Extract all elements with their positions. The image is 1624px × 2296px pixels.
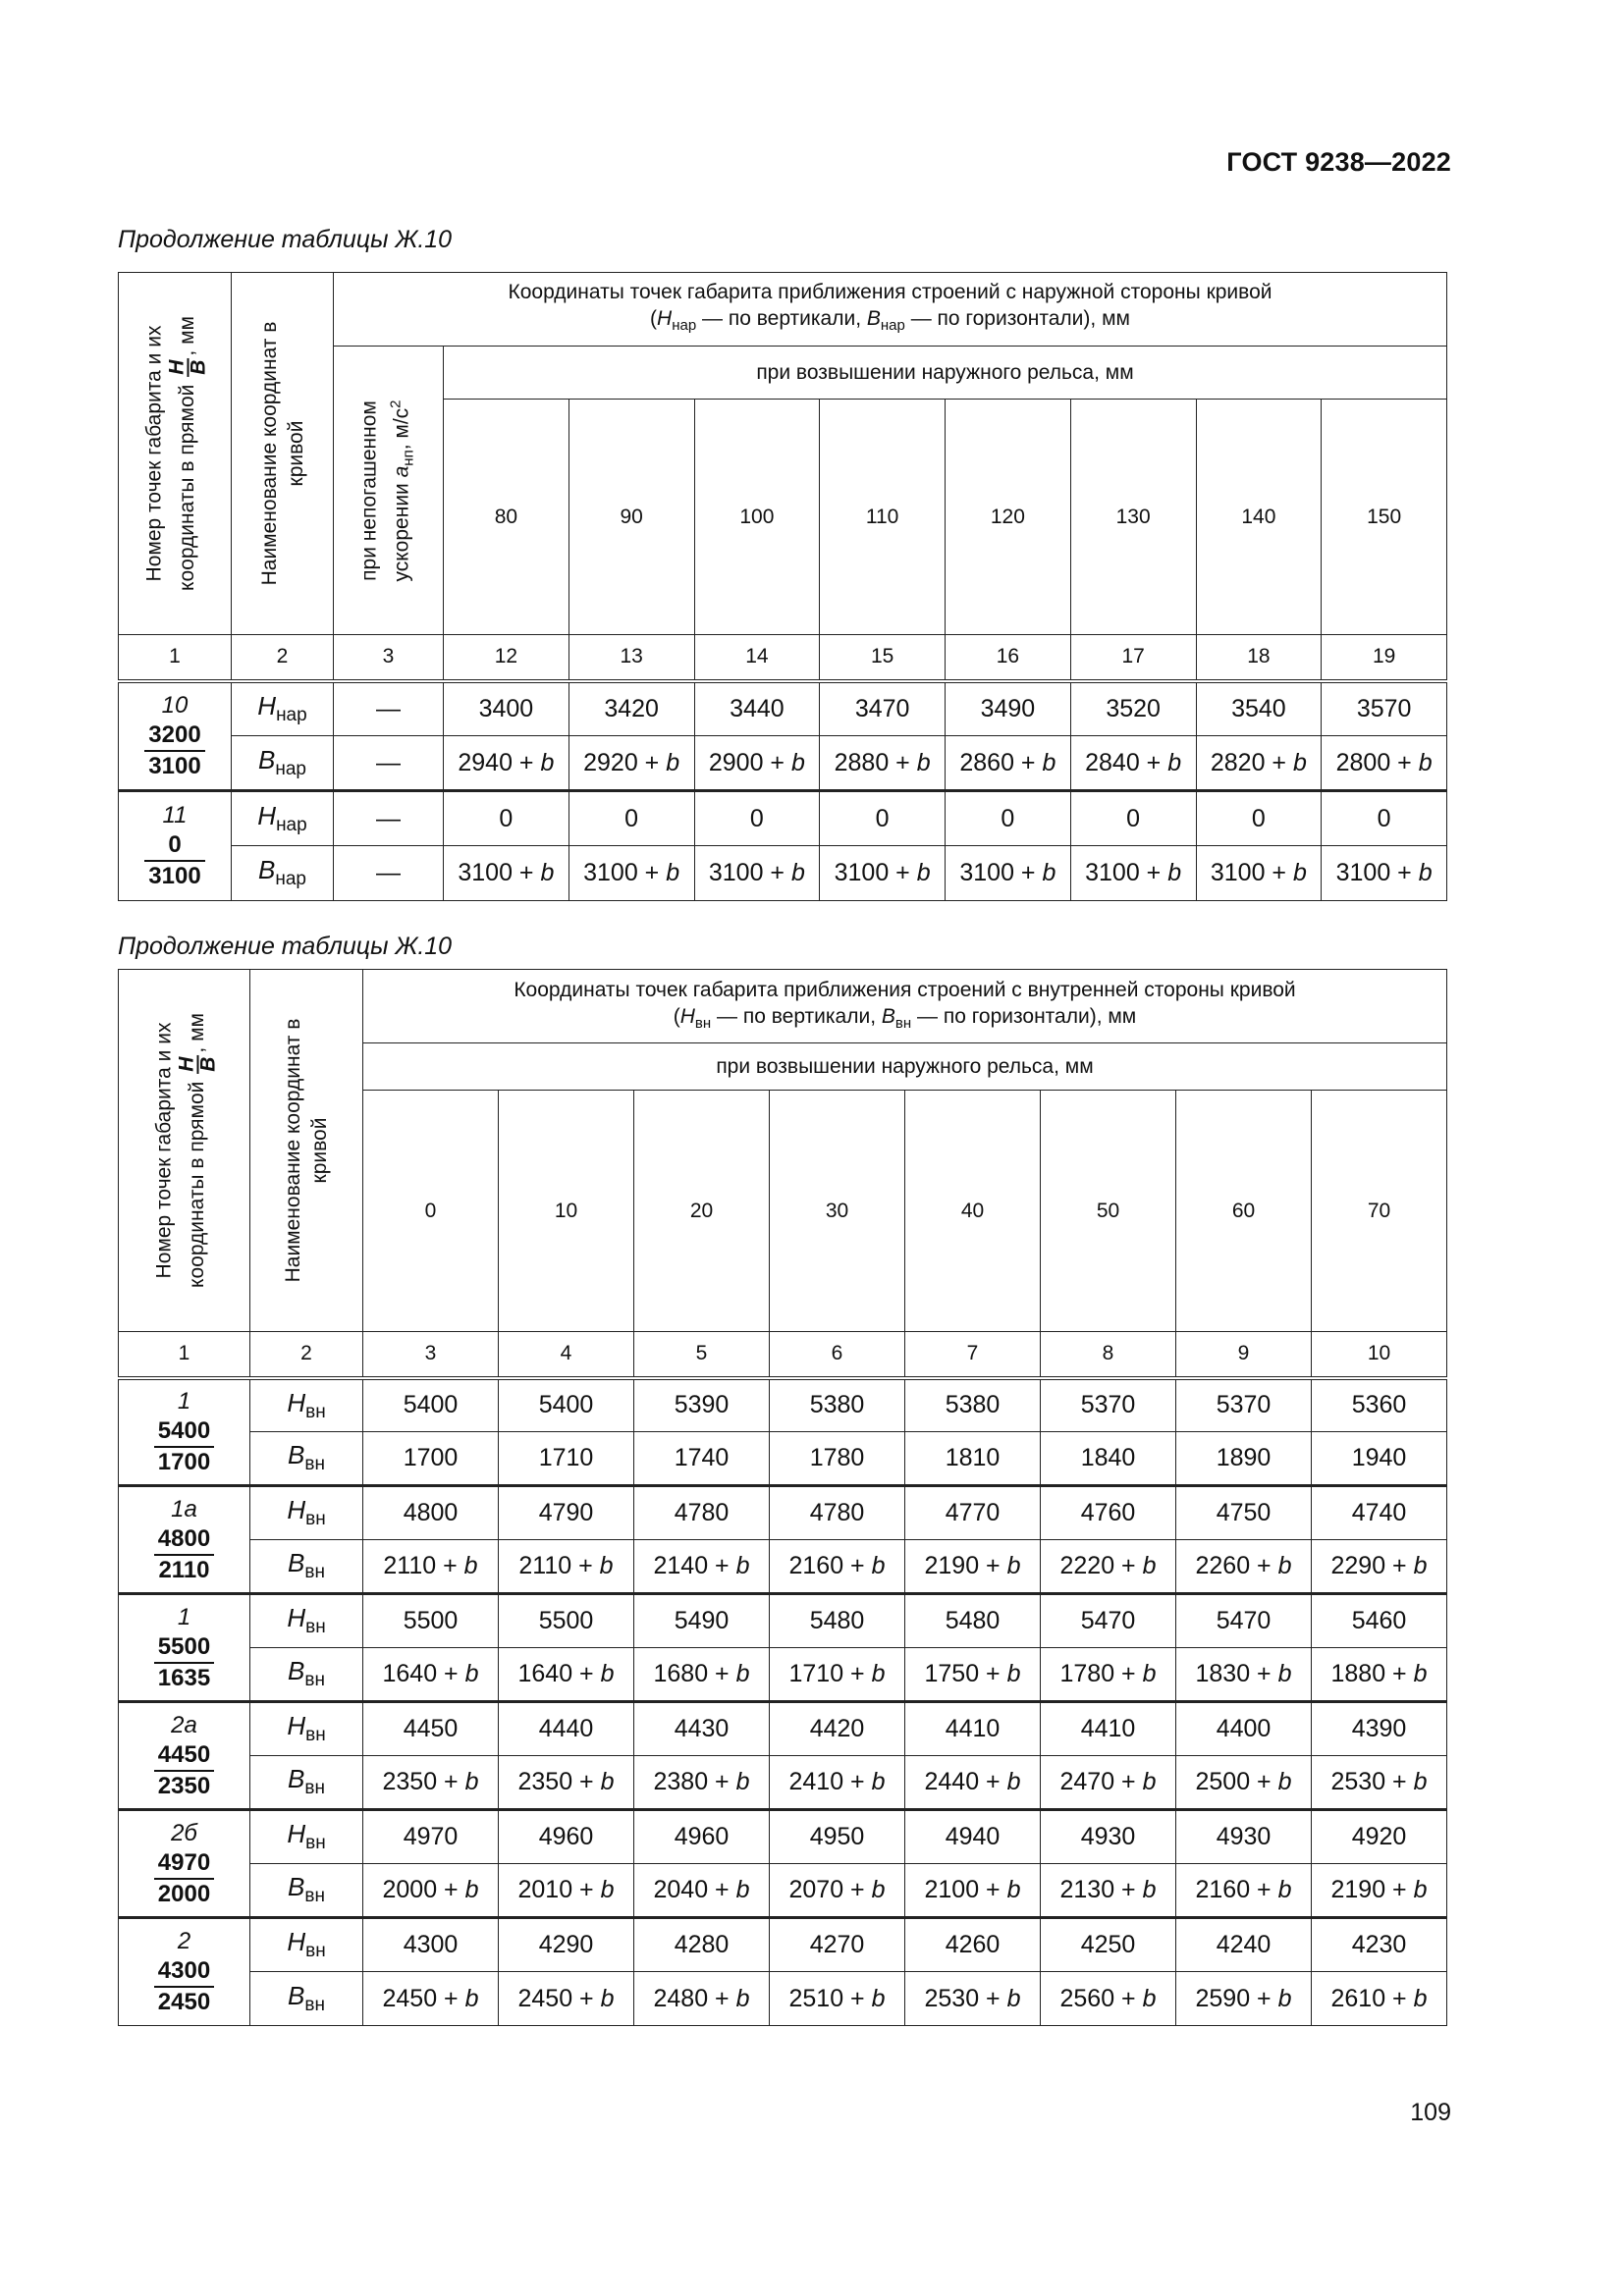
column-number: 1 <box>119 635 232 681</box>
b-symbol: $B_{нар}$ <box>232 736 334 791</box>
point-number: 11 <box>162 802 188 828</box>
h-over-b-fraction: H B <box>165 359 210 375</box>
b-value-cell: 2010 + b <box>499 1864 634 1918</box>
group-header: Координаты точек габарита приближения строений с наружной стороны кривой ($H_{нар}$ — по вертикали, $B_{нар}$ — по горизонтали), мм <box>334 273 1447 347</box>
b-value-cell: 1880 + b <box>1312 1648 1447 1702</box>
b-value-cell: 2800 + b <box>1322 736 1447 791</box>
h-value-cell: 4760 <box>1041 1486 1176 1540</box>
h-value-cell: 4410 <box>1041 1702 1176 1756</box>
b-value-cell: 3100 + b <box>820 846 946 901</box>
column-number: 3 <box>334 635 444 681</box>
b-value-cell: 1710 + b <box>770 1648 905 1702</box>
col2-header: Наименование координат в кривой <box>250 970 363 1332</box>
point-label <box>119 1378 250 1486</box>
point-b-coordinate: 2450 <box>157 1989 211 2015</box>
point-label <box>119 791 232 901</box>
point-h-coordinate: 4300 <box>154 1956 214 1988</box>
column-number: 6 <box>770 1332 905 1378</box>
b-value-cell: 3100 + b <box>946 846 1071 901</box>
h-value-cell: 4260 <box>905 1918 1041 1972</box>
elevation-header: 140 <box>1196 400 1322 635</box>
h-symbol: $H_{вн}$ <box>250 1486 363 1540</box>
h-value-cell: 5500 <box>363 1594 499 1648</box>
h-value-cell: 0 <box>444 791 569 846</box>
elevation-header: 70 <box>1312 1091 1447 1332</box>
b-value-cell: 2410 + b <box>770 1756 905 1810</box>
b-value-cell: 2110 + b <box>499 1540 634 1594</box>
h-value-cell: 4450 <box>363 1702 499 1756</box>
h-value-cell: 0 <box>820 791 946 846</box>
col1-header: Номер точек габарита и их координаты в прямой H B , мм <box>119 970 250 1332</box>
h-value-cell: 4920 <box>1312 1810 1447 1864</box>
h-value-cell: 5480 <box>770 1594 905 1648</box>
table-row <box>119 1486 1447 1540</box>
h-value-cell: 3570 <box>1322 681 1447 736</box>
b-value-cell: 1740 <box>634 1432 770 1486</box>
point-h-coordinate: 5400 <box>154 1416 214 1448</box>
elevation-header: 40 <box>905 1091 1041 1332</box>
column-number: 1 <box>119 1332 250 1378</box>
h-value-cell: 5470 <box>1041 1594 1176 1648</box>
column-number: 2 <box>232 635 334 681</box>
column-number: 15 <box>820 635 946 681</box>
h-value-cell: 4750 <box>1176 1486 1312 1540</box>
b-symbol: $B_{вн}$ <box>250 1540 363 1594</box>
table-row <box>119 791 1447 846</box>
b-value-cell: 2470 + b <box>1041 1756 1176 1810</box>
table2-caption: Продолжение таблицы Ж.10 <box>118 933 453 960</box>
point-b-coordinate: 2110 <box>158 1556 210 1583</box>
h-value-cell: 5480 <box>905 1594 1041 1648</box>
column-number: 19 <box>1322 635 1447 681</box>
h-value-cell: 0 <box>1196 791 1322 846</box>
b-value-cell: 3100 + b <box>694 846 820 901</box>
h-value-cell: 5470 <box>1176 1594 1312 1648</box>
h-symbol: $H_{вн}$ <box>250 1810 363 1864</box>
no-value-dash: — <box>334 791 444 846</box>
point-coordinates <box>154 1848 214 1909</box>
b-value-cell: 2530 + b <box>905 1972 1041 2026</box>
subgroup-header: при возвышении наружного рельса, мм <box>363 1043 1447 1091</box>
h-value-cell: 5400 <box>499 1378 634 1432</box>
b-value-cell: 2190 + b <box>1312 1864 1447 1918</box>
table-row <box>119 1648 1447 1702</box>
b-value-cell: 2510 + b <box>770 1972 905 2026</box>
h-value-cell: 4790 <box>499 1486 634 1540</box>
h-value-cell: 4960 <box>499 1810 634 1864</box>
b-value-cell: 3100 + b <box>444 846 569 901</box>
b-value-cell: 2070 + b <box>770 1864 905 1918</box>
point-h-coordinate: 5500 <box>154 1632 214 1664</box>
b-value-cell: 1640 + b <box>363 1648 499 1702</box>
b-value-cell: 2920 + b <box>568 736 694 791</box>
elevation-header: 50 <box>1041 1091 1176 1332</box>
elevation-header: 80 <box>444 400 569 635</box>
h-value-cell: 5490 <box>634 1594 770 1648</box>
h-value-cell: 5390 <box>634 1378 770 1432</box>
h-value-cell: 5360 <box>1312 1378 1447 1432</box>
b-value-cell: 2140 + b <box>634 1540 770 1594</box>
b-value-cell: 3100 + b <box>1070 846 1196 901</box>
elevation-header: 0 <box>363 1091 499 1332</box>
h-value-cell: 5400 <box>363 1378 499 1432</box>
column-number: 14 <box>694 635 820 681</box>
b-value-cell: 1750 + b <box>905 1648 1041 1702</box>
b-value-cell: 1710 <box>499 1432 634 1486</box>
column-number: 4 <box>499 1332 634 1378</box>
b-value-cell: 2000 + b <box>363 1864 499 1918</box>
elevation-header: 20 <box>634 1091 770 1332</box>
h-value-cell: 5370 <box>1041 1378 1176 1432</box>
subgroup-header: при возвышении наружного рельса, мм <box>444 347 1447 400</box>
h-value-cell: 4270 <box>770 1918 905 1972</box>
elevation-header: 110 <box>820 400 946 635</box>
elevation-header: 10 <box>499 1091 634 1332</box>
point-h-coordinate: 4450 <box>154 1740 214 1772</box>
point-b-coordinate: 3100 <box>148 863 201 889</box>
h-value-cell: 3470 <box>820 681 946 736</box>
b-value-cell: 2260 + b <box>1176 1540 1312 1594</box>
point-number: 2а <box>171 1711 197 1738</box>
table-row <box>119 1432 1447 1486</box>
h-value-cell: 4440 <box>499 1702 634 1756</box>
b-value-cell: 2500 + b <box>1176 1756 1312 1810</box>
b-value-cell: 2040 + b <box>634 1864 770 1918</box>
elevation-header: 130 <box>1070 400 1196 635</box>
h-value-cell: 4740 <box>1312 1486 1447 1540</box>
b-value-cell: 2110 + b <box>363 1540 499 1594</box>
h-symbol: $H_{вн}$ <box>250 1918 363 1972</box>
h-value-cell: 4970 <box>363 1810 499 1864</box>
h-value-cell: 3440 <box>694 681 820 736</box>
point-label <box>119 681 232 791</box>
b-value-cell: 2450 + b <box>499 1972 634 2026</box>
column-number: 16 <box>946 635 1071 681</box>
b-value-cell: 1780 + b <box>1041 1648 1176 1702</box>
b-value-cell: 2160 + b <box>1176 1864 1312 1918</box>
h-value-cell: 5380 <box>905 1378 1041 1432</box>
b-value-cell: 2590 + b <box>1176 1972 1312 2026</box>
b-value-cell: 1830 + b <box>1176 1648 1312 1702</box>
b-symbol: $B_{вн}$ <box>250 1972 363 2026</box>
point-coordinates <box>144 721 204 781</box>
point-h-coordinate: 3200 <box>144 721 204 752</box>
b-value-cell: 2380 + b <box>634 1756 770 1810</box>
document-code: ГОСТ 9238—2022 <box>1226 147 1451 177</box>
h-symbol: $H_{нар}$ <box>232 681 334 736</box>
h-value-cell: 4410 <box>905 1702 1041 1756</box>
point-number: 2б <box>171 1819 197 1846</box>
col2-header: Наименование координат в кривой <box>232 273 334 635</box>
b-value-cell: 1700 <box>363 1432 499 1486</box>
point-label <box>119 1594 250 1702</box>
point-b-coordinate: 1635 <box>157 1664 211 1691</box>
no-value-dash: — <box>334 846 444 901</box>
b-value-cell: 2860 + b <box>946 736 1071 791</box>
elevation-header: 100 <box>694 400 820 635</box>
h-value-cell: 4800 <box>363 1486 499 1540</box>
b-value-cell: 1780 <box>770 1432 905 1486</box>
elevation-header: 120 <box>946 400 1071 635</box>
table-row <box>119 1972 1447 2026</box>
elevation-header: 30 <box>770 1091 905 1332</box>
h-value-cell: 4940 <box>905 1810 1041 1864</box>
b-symbol: $B_{вн}$ <box>250 1432 363 1486</box>
h-value-cell: 0 <box>946 791 1071 846</box>
point-coordinates <box>154 1416 214 1477</box>
table-row <box>119 681 1447 736</box>
h-value-cell: 3520 <box>1070 681 1196 736</box>
table-outer-clearance <box>118 272 1447 901</box>
b-value-cell: 2900 + b <box>694 736 820 791</box>
h-value-cell: 0 <box>694 791 820 846</box>
h-value-cell: 3420 <box>568 681 694 736</box>
table-row <box>119 1918 1447 1972</box>
point-number: 1 <box>177 1387 191 1415</box>
h-symbol: $H_{вн}$ <box>250 1702 363 1756</box>
h-value-cell: 4770 <box>905 1486 1041 1540</box>
b-symbol: $B_{вн}$ <box>250 1864 363 1918</box>
h-value-cell: 4780 <box>634 1486 770 1540</box>
table-row <box>119 1378 1447 1432</box>
b-symbol: $B_{вн}$ <box>250 1648 363 1702</box>
no-value-dash: — <box>334 681 444 736</box>
column-number: 12 <box>444 635 569 681</box>
b-value-cell: 1890 <box>1176 1432 1312 1486</box>
h-value-cell: 3490 <box>946 681 1071 736</box>
h-value-cell: 3400 <box>444 681 569 736</box>
h-symbol: $H_{вн}$ <box>250 1378 363 1432</box>
h-value-cell: 4230 <box>1312 1918 1447 1972</box>
point-b-coordinate: 3100 <box>148 752 201 779</box>
h-value-cell: 4300 <box>363 1918 499 1972</box>
b-value-cell: 1940 <box>1312 1432 1447 1486</box>
b-value-cell: 2610 + b <box>1312 1972 1447 2026</box>
b-value-cell: 2940 + b <box>444 736 569 791</box>
b-value-cell: 2880 + b <box>820 736 946 791</box>
column-number: 7 <box>905 1332 1041 1378</box>
h-value-cell: 5370 <box>1176 1378 1312 1432</box>
group-header: Координаты точек габарита приближения строений с внутренней стороны кривой ($H_{вн}$ — по вертикали, $B_{вн}$ — по горизонтали), мм <box>363 970 1447 1043</box>
h-value-cell: 4780 <box>770 1486 905 1540</box>
table-inner-clearance <box>118 969 1447 2026</box>
point-number: 1а <box>171 1495 197 1522</box>
point-b-coordinate: 1700 <box>157 1448 211 1475</box>
h-value-cell: 4420 <box>770 1702 905 1756</box>
b-value-cell: 1680 + b <box>634 1648 770 1702</box>
b-value-cell: 2190 + b <box>905 1540 1041 1594</box>
b-value-cell: 2350 + b <box>363 1756 499 1810</box>
point-h-coordinate: 4970 <box>154 1848 214 1880</box>
b-value-cell: 2290 + b <box>1312 1540 1447 1594</box>
h-value-cell: 5500 <box>499 1594 634 1648</box>
h-value-cell: 4400 <box>1176 1702 1312 1756</box>
b-value-cell: 2220 + b <box>1041 1540 1176 1594</box>
page-number: 109 <box>1410 2099 1451 2126</box>
elevation-header: 150 <box>1322 400 1447 635</box>
column-number: 5 <box>634 1332 770 1378</box>
h-value-cell: 4290 <box>499 1918 634 1972</box>
table-row <box>119 846 1447 901</box>
h-value-cell: 0 <box>568 791 694 846</box>
point-label <box>119 1702 250 1810</box>
b-value-cell: 1640 + b <box>499 1648 634 1702</box>
b-value-cell: 2160 + b <box>770 1540 905 1594</box>
table-row <box>119 1810 1447 1864</box>
point-h-coordinate: 0 <box>144 830 204 862</box>
column-number: 18 <box>1196 635 1322 681</box>
point-coordinates <box>144 830 204 891</box>
h-value-cell: 0 <box>1070 791 1196 846</box>
point-coordinates <box>154 1632 214 1693</box>
column-number: 10 <box>1312 1332 1447 1378</box>
table-row <box>119 1540 1447 1594</box>
h-value-cell: 3540 <box>1196 681 1322 736</box>
point-b-coordinate: 2350 <box>157 1772 211 1799</box>
table1-caption: Продолжение таблицы Ж.10 <box>118 226 453 253</box>
b-value-cell: 1840 <box>1041 1432 1176 1486</box>
col1-header: Номер точек габарита и их координаты в прямой H B , мм <box>119 273 232 635</box>
h-value-cell: 4930 <box>1176 1810 1312 1864</box>
h-value-cell: 4430 <box>634 1702 770 1756</box>
h-value-cell: 5380 <box>770 1378 905 1432</box>
h-value-cell: 4280 <box>634 1918 770 1972</box>
b-value-cell: 3100 + b <box>1196 846 1322 901</box>
b-value-cell: 2820 + b <box>1196 736 1322 791</box>
column-number: 9 <box>1176 1332 1312 1378</box>
column-number: 13 <box>568 635 694 681</box>
elevation-header: 60 <box>1176 1091 1312 1332</box>
b-value-cell: 2350 + b <box>499 1756 634 1810</box>
point-label <box>119 1486 250 1594</box>
elevation-header: 90 <box>568 400 694 635</box>
b-symbol: $B_{вн}$ <box>250 1756 363 1810</box>
column-number: 2 <box>250 1332 363 1378</box>
table-row <box>119 736 1447 791</box>
h-over-b-fraction: H B <box>175 1056 219 1072</box>
point-number: 2 <box>177 1928 191 1954</box>
h-value-cell: 5460 <box>1312 1594 1447 1648</box>
table-row <box>119 1756 1447 1810</box>
b-value-cell: 2450 + b <box>363 1972 499 2026</box>
point-coordinates <box>154 1740 214 1801</box>
point-label <box>119 1918 250 2026</box>
b-value-cell: 2840 + b <box>1070 736 1196 791</box>
b-value-cell: 2530 + b <box>1312 1756 1447 1810</box>
b-value-cell: 3100 + b <box>568 846 694 901</box>
h-value-cell: 4930 <box>1041 1810 1176 1864</box>
column-number: 8 <box>1041 1332 1176 1378</box>
h-symbol: $H_{нар}$ <box>232 791 334 846</box>
b-value-cell: 2130 + b <box>1041 1864 1176 1918</box>
b-value-cell: 2480 + b <box>634 1972 770 2026</box>
b-value-cell: 2100 + b <box>905 1864 1041 1918</box>
column-number: 17 <box>1070 635 1196 681</box>
point-coordinates <box>154 1524 214 1585</box>
point-label <box>119 1810 250 1918</box>
h-value-cell: 4960 <box>634 1810 770 1864</box>
h-value-cell: 4240 <box>1176 1918 1312 1972</box>
h-value-cell: 4250 <box>1041 1918 1176 1972</box>
h-value-cell: 4390 <box>1312 1702 1447 1756</box>
point-h-coordinate: 4800 <box>154 1524 214 1556</box>
b-value-cell: 1810 <box>905 1432 1041 1486</box>
h-value-cell: 0 <box>1322 791 1447 846</box>
point-coordinates <box>154 1956 214 2017</box>
point-number: 10 <box>161 691 189 719</box>
b-symbol: $B_{нар}$ <box>232 846 334 901</box>
table-row <box>119 1594 1447 1648</box>
point-number: 1 <box>177 1603 191 1630</box>
b-value-cell: 3100 + b <box>1322 846 1447 901</box>
table-row <box>119 1864 1447 1918</box>
table-row <box>119 1702 1447 1756</box>
point-b-coordinate: 2000 <box>157 1880 211 1907</box>
column-number: 3 <box>363 1332 499 1378</box>
no-value-dash: — <box>334 736 444 791</box>
h-value-cell: 4950 <box>770 1810 905 1864</box>
h-symbol: $H_{вн}$ <box>250 1594 363 1648</box>
col3-header: при непогашенном ускорении $a_{нп}$, $м/с^2$ <box>334 347 444 635</box>
b-value-cell: 2440 + b <box>905 1756 1041 1810</box>
b-value-cell: 2560 + b <box>1041 1972 1176 2026</box>
